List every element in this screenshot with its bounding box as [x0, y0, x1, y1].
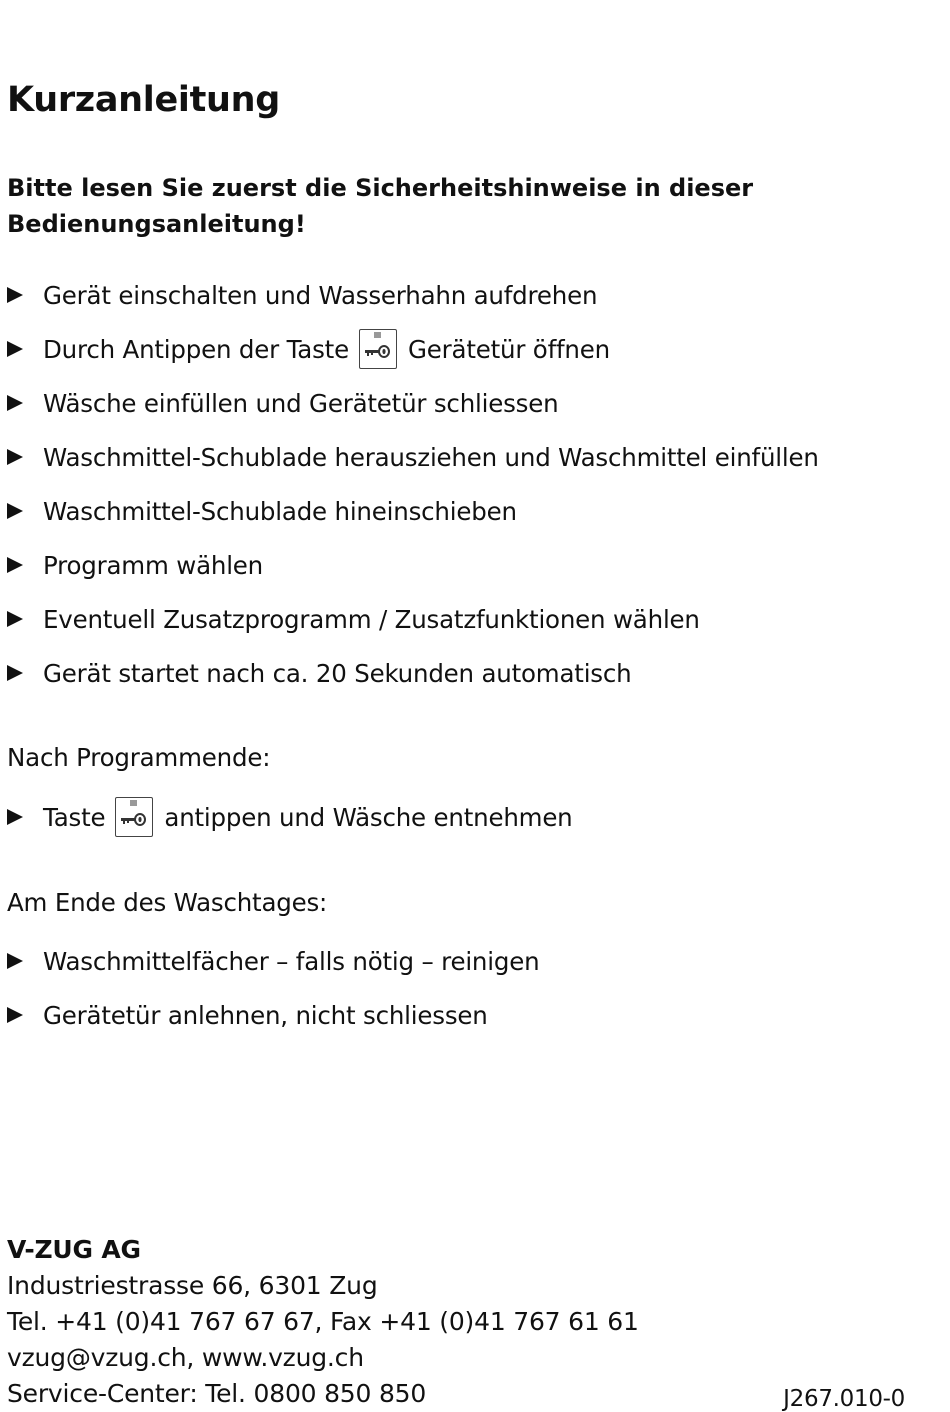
list-item [7, 376, 819, 430]
document-number: J267.010-0 [783, 1386, 905, 1412]
bullet-arrow-icon [7, 809, 23, 825]
company-footer [7, 1232, 927, 1412]
list-item [7, 646, 819, 700]
bullet-arrow-icon [7, 503, 23, 519]
step-text-before: Durch Antippen der Taste [43, 334, 349, 364]
company-address: Industriestrasse 66, 6301 Zug [7, 1271, 378, 1300]
step-text: Gerätetür anlehnen, nicht schliessen [43, 1000, 488, 1030]
step-text: Waschmittelfächer – falls nötig – reinigen [43, 946, 540, 976]
step-text: Gerät einschalten und Wasserhahn aufdrehen [43, 280, 598, 310]
bullet-arrow-icon [7, 449, 23, 465]
company-phone-fax: Tel. +41 (0)41 767 67 67, Fax +41 (0)41 767 61 61 [7, 1307, 639, 1336]
list-item [7, 322, 819, 376]
bullet-arrow-icon [7, 557, 23, 573]
service-center-phone: Service-Center: Tel. 0800 850 850 [7, 1379, 427, 1408]
step-text: Waschmittel-Schublade herausziehen und Waschmittel einfüllen [43, 442, 819, 472]
list-item [7, 538, 819, 592]
list-item [7, 790, 573, 844]
after-program-heading: Nach Programmende: [7, 743, 271, 772]
step-text: Eventuell Zusatzprogramm / Zusatzfunktionen wählen [43, 604, 700, 634]
bullet-arrow-icon [7, 287, 23, 303]
safety-warning: Bitte lesen Sie zuerst die Sicherheitshinweise in dieser Bedienungsanleitung! [7, 174, 754, 238]
main-steps-list [7, 268, 819, 700]
list-item [7, 484, 819, 538]
door-key-button-icon [115, 797, 153, 837]
bullet-arrow-icon [7, 341, 23, 357]
company-name: V-ZUG AG [7, 1235, 141, 1264]
step-text: Waschmittel-Schublade hineinschieben [43, 496, 517, 526]
step-text-before: Taste [43, 802, 106, 832]
step-text: Wäsche einfüllen und Gerätetür schliessen [43, 388, 559, 418]
list-item [7, 430, 819, 484]
page-title: Kurzanleitung [7, 80, 281, 120]
list-item [7, 934, 539, 988]
step-text-after: antippen und Wäsche entnehmen [164, 802, 573, 832]
bullet-arrow-icon [7, 1007, 23, 1023]
list-item [7, 592, 819, 646]
end-of-day-heading: Am Ende des Waschtages: [7, 888, 328, 917]
bullet-arrow-icon [7, 665, 23, 681]
list-item [7, 988, 539, 1042]
bullet-arrow-icon [7, 953, 23, 969]
company-email-web: vzug@vzug.ch, www.vzug.ch [7, 1343, 364, 1372]
after-program-steps-list [7, 790, 573, 844]
bullet-arrow-icon [7, 611, 23, 627]
step-text: Gerät startet nach ca. 20 Sekunden automatisch [43, 658, 632, 688]
step-text-after: Gerätetür öffnen [407, 334, 610, 364]
list-item [7, 268, 819, 322]
door-key-button-icon [359, 329, 397, 369]
step-text: Programm wählen [43, 550, 264, 580]
end-of-day-steps-list [7, 934, 539, 1042]
bullet-arrow-icon [7, 395, 23, 411]
